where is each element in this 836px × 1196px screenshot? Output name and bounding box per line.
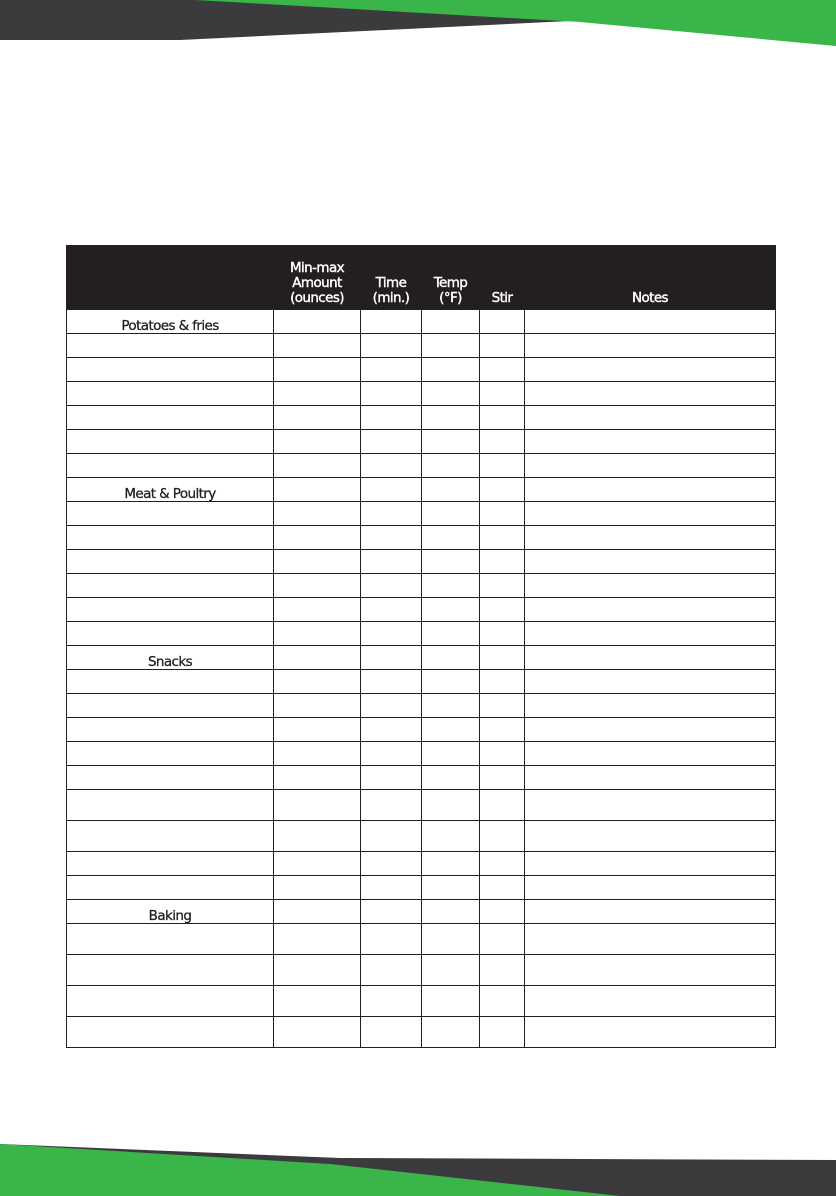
table-cell (361, 718, 422, 742)
table-cell (480, 1017, 525, 1048)
table-cell (274, 790, 361, 821)
table-cell (361, 790, 422, 821)
table-cell (525, 852, 776, 876)
table-cell (480, 670, 525, 694)
table-cell (361, 454, 422, 478)
table-cell (480, 334, 525, 358)
table-cell (525, 766, 776, 790)
table-cell (480, 358, 525, 382)
table-cell (361, 821, 422, 852)
table-cell (361, 742, 422, 766)
table-cell (422, 694, 480, 718)
bottom-decorative-band (0, 1136, 836, 1196)
table-cell (480, 526, 525, 550)
table-cell (480, 955, 525, 986)
table-cell (422, 358, 480, 382)
table-cell (422, 526, 480, 550)
table-cell (422, 852, 480, 876)
table-cell (525, 955, 776, 986)
header-item (67, 245, 274, 310)
table-cell (422, 550, 480, 574)
table-cell (361, 478, 422, 502)
table-cell (422, 478, 480, 502)
category-row (67, 478, 776, 502)
table-cell (480, 574, 525, 598)
item-cell (67, 406, 274, 430)
table-cell (361, 766, 422, 790)
table-cell (422, 310, 480, 334)
table-cell (422, 924, 480, 955)
item-cell (67, 598, 274, 622)
table-cell (361, 598, 422, 622)
item-cell (67, 718, 274, 742)
header-time: Time (min.) (361, 245, 422, 310)
table-row (67, 406, 776, 430)
table-cell (274, 430, 361, 454)
table-cell (274, 900, 361, 924)
table-row (67, 986, 776, 1017)
table-cell (274, 502, 361, 526)
cooking-chart-table (66, 245, 776, 1048)
table-cell (480, 454, 525, 478)
table-cell (422, 382, 480, 406)
top-decorative-band (0, 0, 836, 48)
table-cell (422, 876, 480, 900)
table-cell (361, 358, 422, 382)
table-cell (480, 598, 525, 622)
table-cell (361, 986, 422, 1017)
item-cell (67, 924, 274, 955)
item-cell (67, 1017, 274, 1048)
table-cell (274, 955, 361, 986)
table-cell (525, 1017, 776, 1048)
table-cell (480, 852, 525, 876)
table-cell (525, 742, 776, 766)
table-cell (525, 382, 776, 406)
table-cell (422, 646, 480, 670)
table-cell (525, 334, 776, 358)
table-row (67, 430, 776, 454)
table-cell (480, 924, 525, 955)
item-cell (67, 526, 274, 550)
table-cell (525, 478, 776, 502)
table-cell (361, 430, 422, 454)
table-cell (361, 955, 422, 986)
table-cell (525, 622, 776, 646)
table-row (67, 790, 776, 821)
table-cell (525, 502, 776, 526)
table-cell (274, 766, 361, 790)
item-cell (67, 550, 274, 574)
item-cell (67, 852, 274, 876)
category-row (67, 646, 776, 670)
table-cell (361, 406, 422, 430)
table-row (67, 574, 776, 598)
table-cell (274, 742, 361, 766)
table-row (67, 766, 776, 790)
table-row (67, 502, 776, 526)
table-cell (525, 598, 776, 622)
table-cell (480, 742, 525, 766)
category-row (67, 310, 776, 334)
table-row (67, 876, 776, 900)
item-cell (67, 574, 274, 598)
table-cell (274, 876, 361, 900)
header-stir: Stir (480, 245, 525, 310)
table-cell (361, 646, 422, 670)
table-cell (525, 358, 776, 382)
item-cell (67, 790, 274, 821)
table-cell (361, 694, 422, 718)
item-cell (67, 670, 274, 694)
table-cell (361, 852, 422, 876)
table-cell (422, 454, 480, 478)
table-cell (480, 310, 525, 334)
table-cell (422, 598, 480, 622)
table-row (67, 821, 776, 852)
item-cell (67, 821, 274, 852)
header-amount: Min-max Amount (ounces) (274, 245, 361, 310)
table-cell (480, 502, 525, 526)
table-cell (361, 334, 422, 358)
table-row (67, 694, 776, 718)
table-cell (274, 986, 361, 1017)
table-cell (422, 430, 480, 454)
table-cell (422, 821, 480, 852)
table-cell (361, 670, 422, 694)
table-cell (274, 1017, 361, 1048)
table-cell (422, 1017, 480, 1048)
table-cell (274, 310, 361, 334)
category-label: Snacks (67, 646, 274, 670)
table-cell (274, 718, 361, 742)
table-cell (480, 718, 525, 742)
item-cell (67, 766, 274, 790)
table-row (67, 358, 776, 382)
table-cell (525, 790, 776, 821)
table-cell (480, 430, 525, 454)
category-label: Potatoes & fries (67, 310, 274, 334)
item-cell (67, 334, 274, 358)
table-cell (274, 478, 361, 502)
table-cell (525, 821, 776, 852)
category-row (67, 900, 776, 924)
table-cell (525, 986, 776, 1017)
table-cell (274, 670, 361, 694)
item-cell (67, 955, 274, 986)
item-cell (67, 430, 274, 454)
table-cell (480, 790, 525, 821)
table-cell (274, 406, 361, 430)
table-cell (274, 694, 361, 718)
table-cell (480, 646, 525, 670)
table-cell (525, 694, 776, 718)
item-cell (67, 876, 274, 900)
table-cell (361, 574, 422, 598)
table-row (67, 334, 776, 358)
table-cell (422, 900, 480, 924)
table-cell (525, 718, 776, 742)
table-cell (525, 646, 776, 670)
table-cell (422, 766, 480, 790)
table-body (67, 310, 776, 1048)
item-cell (67, 358, 274, 382)
table-row (67, 526, 776, 550)
table-cell (480, 406, 525, 430)
table-cell (422, 406, 480, 430)
category-label: Meat & Poultry (67, 478, 274, 502)
item-cell (67, 382, 274, 406)
table-row (67, 622, 776, 646)
table-cell (422, 718, 480, 742)
table-cell (274, 852, 361, 876)
item-cell (67, 742, 274, 766)
table-cell (422, 670, 480, 694)
table-cell (274, 574, 361, 598)
item-cell (67, 454, 274, 478)
table-row (67, 924, 776, 955)
table-cell (274, 924, 361, 955)
top-band-graphic (0, 0, 836, 48)
table-cell (361, 876, 422, 900)
table-cell (525, 574, 776, 598)
table-cell (525, 924, 776, 955)
table-cell (525, 550, 776, 574)
table-cell (274, 382, 361, 406)
bottom-band-graphic (0, 1136, 836, 1196)
table-cell (361, 900, 422, 924)
table-row (67, 382, 776, 406)
table-row (67, 742, 776, 766)
table-cell (361, 382, 422, 406)
table-row (67, 718, 776, 742)
table-cell (525, 526, 776, 550)
table-cell (274, 454, 361, 478)
table-cell (525, 454, 776, 478)
table-cell (422, 502, 480, 526)
table-cell (525, 876, 776, 900)
table-cell (480, 622, 525, 646)
table-cell (480, 766, 525, 790)
table-cell (480, 382, 525, 406)
table-cell (422, 742, 480, 766)
table-cell (480, 550, 525, 574)
table-cell (361, 502, 422, 526)
table-cell (274, 358, 361, 382)
table-cell (525, 670, 776, 694)
table-cell (274, 334, 361, 358)
category-label: Baking (67, 900, 274, 924)
table-cell (274, 526, 361, 550)
table-cell (480, 478, 525, 502)
header-notes: Notes (525, 245, 776, 310)
table-cell (525, 430, 776, 454)
table-cell (422, 790, 480, 821)
table-cell (274, 550, 361, 574)
table-cell (422, 955, 480, 986)
item-cell (67, 986, 274, 1017)
table-cell (480, 821, 525, 852)
table-row (67, 852, 776, 876)
header-temp: Temp (°F) (422, 245, 480, 310)
table-cell (525, 406, 776, 430)
item-cell (67, 622, 274, 646)
table-row (67, 1017, 776, 1048)
table-cell (422, 986, 480, 1017)
table-cell (480, 900, 525, 924)
table-cell (480, 876, 525, 900)
table-cell (274, 821, 361, 852)
table-row (67, 670, 776, 694)
table-row (67, 598, 776, 622)
table-cell (525, 310, 776, 334)
table-row (67, 955, 776, 986)
table-cell (274, 622, 361, 646)
table-cell (480, 694, 525, 718)
table-cell (361, 310, 422, 334)
table-header-row (67, 245, 776, 310)
table-cell (361, 550, 422, 574)
item-cell (67, 502, 274, 526)
table-cell (361, 1017, 422, 1048)
table-cell (274, 646, 361, 670)
table-cell (422, 334, 480, 358)
table-row (67, 550, 776, 574)
table-cell (422, 574, 480, 598)
table-cell (361, 526, 422, 550)
table-cell (525, 900, 776, 924)
table-row (67, 454, 776, 478)
table-cell (361, 924, 422, 955)
table-cell (274, 598, 361, 622)
table-cell (480, 986, 525, 1017)
item-cell (67, 694, 274, 718)
table-cell (361, 622, 422, 646)
table-cell (422, 622, 480, 646)
